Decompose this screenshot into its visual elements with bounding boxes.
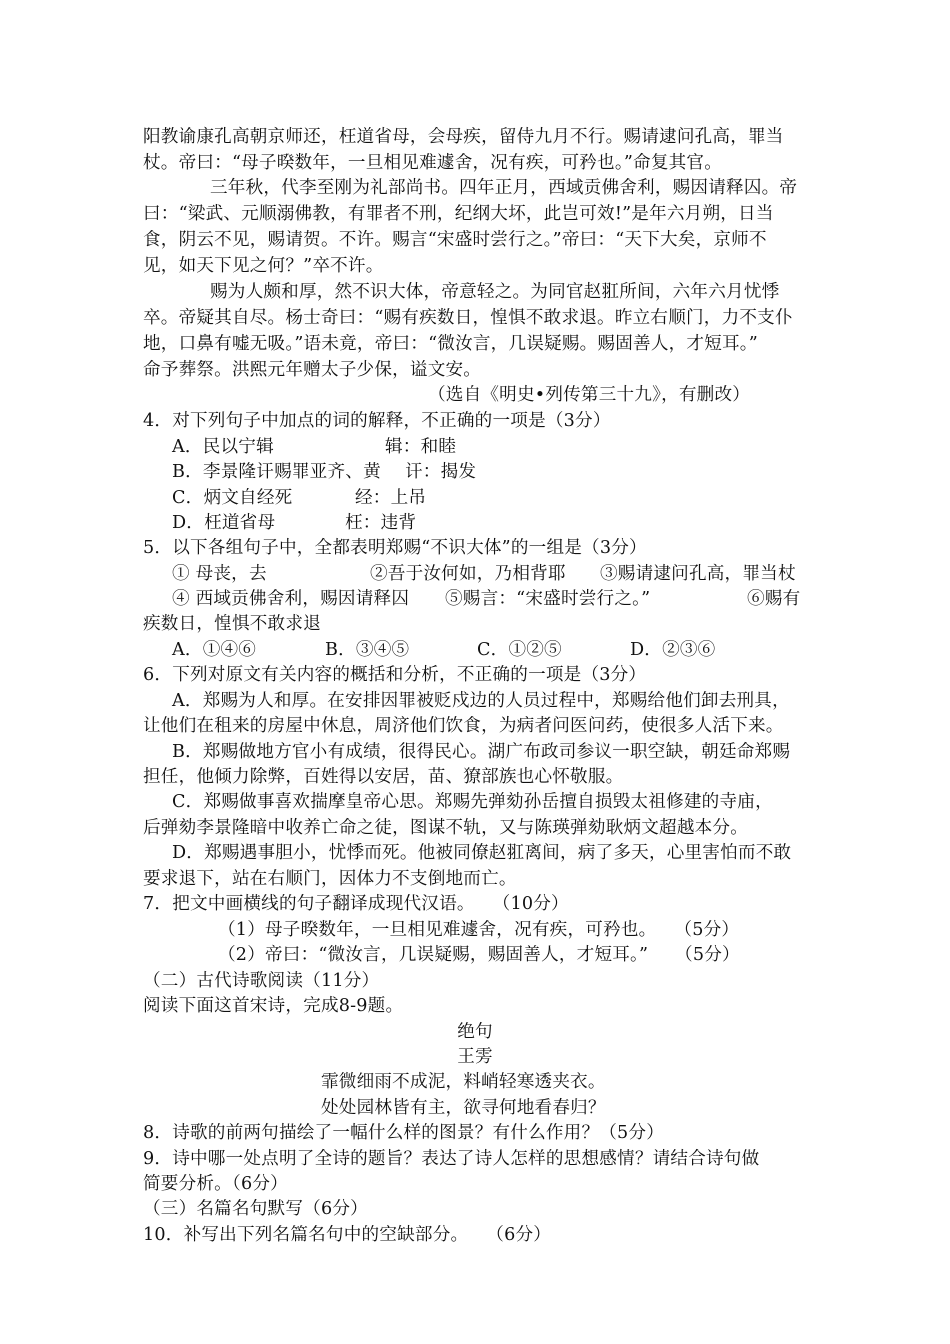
passage-line: 卒。帝疑其自尽。杨士奇曰：“赐有疾数日，惶惧不敢求退。昨立右顺门，力不支仆: [143, 308, 793, 328]
question-9-line: 9．诗中哪一处点明了全诗的题旨？表达了诗人怎样的思想感情？请结合诗句做: [143, 1149, 760, 1169]
q5-item: ⑤赐言：“宋盛时尝行之。”: [445, 589, 651, 609]
q5-option: C．①②⑤: [477, 640, 562, 660]
section-2-intro: 阅读下面这首宋诗，完成8-9题。: [143, 996, 404, 1016]
passage-line: 赐为人颇和厚，然不识大体，帝意轻之。为同官赵羾所间，六年六月忧悸: [210, 282, 780, 302]
q5-item: ③赐请逮问孔高，罪当杖: [600, 564, 796, 584]
question-4-stem: 4．对下列句子中加点的词的解释，不正确的一项是（3分）: [143, 411, 611, 431]
q4-option-gloss: 辑：和睦: [385, 437, 457, 457]
passage-line: 命予葬祭。洪熙元年赠太子少保，谥文安。: [143, 360, 482, 380]
question-5-stem: 5．以下各组句子中，全都表明郑赐“不识大体”的一组是（3分）: [143, 538, 647, 558]
q6-line: D．郑赐遇事胆小，忧悸而死。他被同僚赵羾离间，病了多天，心里害怕而不敢: [172, 843, 792, 863]
q4-option-gloss: 经：上吊: [355, 488, 427, 508]
q4-option-label: D．枉道省母: [172, 513, 276, 533]
q5-option: D．②③⑥: [630, 640, 716, 660]
q6-line: C．郑赐做事喜欢揣摩皇帝心思。郑赐先弹劾孙岳擅自损毁太祖修建的寺庙，: [172, 792, 773, 812]
passage-line: 地，口鼻有嘘无吸。”语未竟，帝曰：“微汝言，几误疑赐。赐固善人，才短耳。”: [143, 334, 758, 354]
section-3-heading: （三）名篇名句默写（6分）: [143, 1199, 368, 1219]
q4-option-label: C．炳文自经死: [172, 488, 293, 508]
poem-title: 绝句: [457, 1022, 493, 1042]
q5-item: 疾数日，惶惧不敢求退: [143, 614, 321, 634]
q5-item: ① 母丧，去: [172, 564, 267, 584]
q7-item: （2）帝曰：“微汝言，几误疑赐，赐固善人，才短耳。” （5分）: [218, 945, 740, 965]
passage-line: 阳教谕康孔高朝京师还，枉道省母，会母疾，留侍九月不行。赐请逮问孔高，罪当: [143, 127, 784, 147]
q4-option-label: B．李景隆讦赐罪亚齐、黄: [172, 462, 381, 482]
passage-line: 见，如天下见之何？”卒不许。: [143, 256, 384, 276]
q6-line: A．郑赐为人和厚。在安排因罪被贬戍边的人员过程中，郑赐给他们卸去刑具，: [172, 691, 790, 711]
poem-author: 王雱: [457, 1047, 493, 1067]
poem-line: 霏微细雨不成泥，料峭轻寒透夹衣。: [321, 1072, 606, 1092]
q6-line: 让他们在租来的房屋中休息，周济他们饮食，为病者问医问药，使很多人活下来。: [143, 716, 784, 736]
q7-item: （1）母子暌数年，一旦相见难遽舍，况有疾，可矜也。 （5分）: [218, 920, 740, 940]
q5-item: ⑥赐有: [747, 589, 801, 609]
question-7-stem: 7．把文中画横线的句子翻译成现代汉语。 （10分）: [143, 894, 569, 914]
passage-line: 三年秋，代李至刚为礼部尚书。四年正月，西域贡佛舍利，赐因请释囚。帝: [210, 178, 798, 198]
question-8-stem: 8．诗歌的前两句描绘了一幅什么样的图景？有什么作用？（5分）: [143, 1123, 665, 1143]
q6-line: 担任，他倾力除弊，百姓得以安居，苗、獠部族也心怀敬服。: [143, 767, 624, 787]
q4-option-gloss: 枉：违背: [345, 513, 417, 533]
q5-item: ②吾于汝何如，乃相背耶: [370, 564, 566, 584]
passage-line: 曰：“梁武、元顺溺佛教，有罪者不刑，纪纲大坏，此岂可效!”是年六月朔，日当: [143, 204, 774, 224]
q6-line: B．郑赐做地方官小有成绩，很得民心。湖广布政司参议一职空缺，朝廷命郑赐: [172, 742, 791, 762]
section-2-heading: （二）古代诗歌阅读（11分）: [143, 971, 380, 991]
question-9-line: 简要分析。（6分）: [143, 1174, 288, 1194]
q4-option-label: A．民以宁辑: [172, 437, 274, 457]
q6-line: 后弹劾李景隆暗中收养亡命之徒，图谋不轨，又与陈瑛弹劾耿炳文超越本分。: [143, 818, 748, 838]
poem-line: 处处园林皆有主，欲寻何地看春归？: [321, 1098, 606, 1118]
question-6-stem: 6．下列对原文有关内容的概括和分析，不正确的一项是（3分）: [143, 665, 647, 685]
q5-item: ④ 西域贡佛舍利，赐因请释囚: [172, 589, 410, 609]
q5-option: B．③④⑤: [325, 640, 410, 660]
passage-source: （选自《明史•列传第三十九》，有删改）: [428, 385, 751, 405]
q6-line: 要求退下，站在右顺门，因体力不支倒地而亡。: [143, 869, 517, 889]
q5-option: A．①④⑥: [172, 640, 257, 660]
question-10-stem: 10．补写出下列名篇名句中的空缺部分。 （6分）: [143, 1225, 552, 1245]
q4-option-gloss: 讦：揭发: [405, 462, 477, 482]
passage-line: 杖。帝曰：“母子暌数年，一旦相见难遽舍，况有疾，可矜也。”命复其官。: [143, 153, 722, 173]
passage-line: 食，阴云不见，赐请贺。不许。赐言“宋盛时尝行之。”帝曰：“天下大矣，京师不: [143, 230, 767, 250]
